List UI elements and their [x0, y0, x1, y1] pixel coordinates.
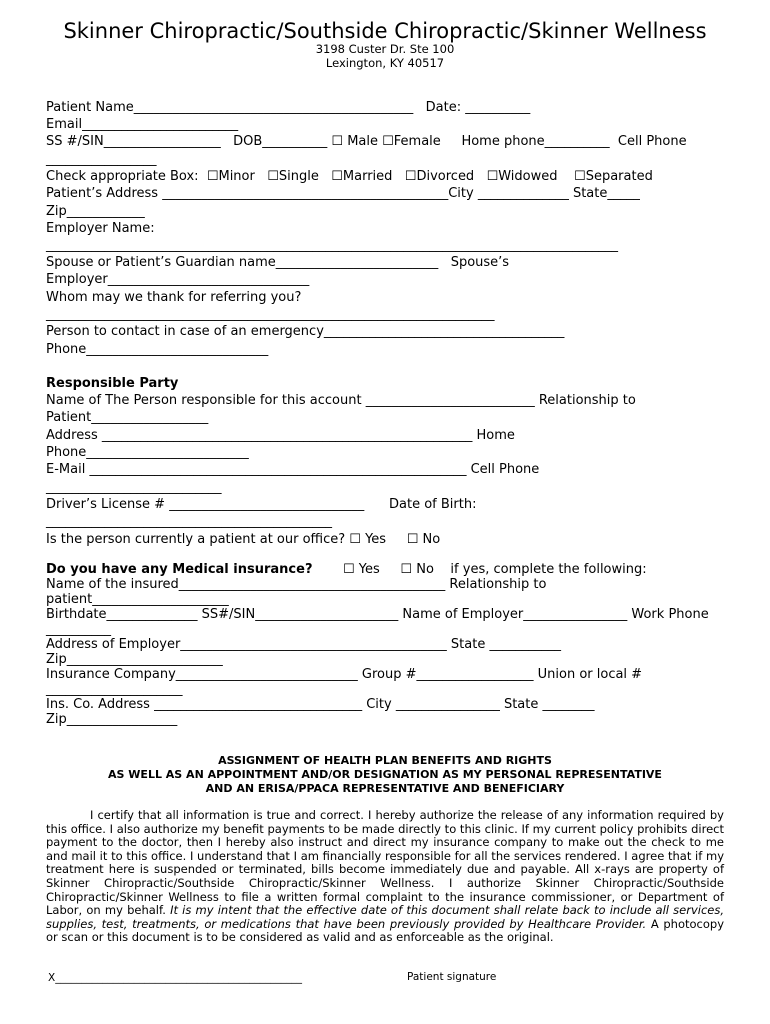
assignment-paragraph: [46, 809, 724, 945]
page-title: Skinner Chiropractic/Southside Chiropractic/Skinner Wellness: [63, 19, 707, 43]
employer-name-label: Employer Name:: [46, 221, 155, 236]
employer-name-field[interactable]: ________________________________________________________________________________________: [46, 238, 618, 253]
work-phone-field[interactable]: __________: [46, 622, 111, 637]
address-line-1: 3198 Custer Dr. Ste 100: [315, 42, 455, 56]
address-line-2: Lexington, KY 40517: [325, 56, 445, 70]
assignment-heading-2: AS WELL AS AN APPOINTMENT AND/OR DESIGNATION AS MY PERSONAL REPRESENTATIVE: [108, 768, 662, 781]
current-patient-question[interactable]: Is the person currently a patient at our office? ☐ Yes ☐ No: [46, 532, 441, 547]
assignment-paragraph-text: I certify that all information is true and correct. I hereby authorize the release of any information required by this office. I also authorize my benefit payments to be made directly to this clinic. If my current policy prohibits direct payment to the doctor, then I hereby also instruct and direct my insurance company to make out the check to me and mail it to this office. I understand that I am financially responsible for all the services rendered. I agree that if my treatment here is suspended or terminated, bills become immediately due and payable. All x-rays are property of Skinner Chiropractic/Southside Chiropractic/Skinner Wellness. I authorize Skinner Chiropractic/Southside Chiropractic/Skinner Wellness to file a written formal complaint to the insurance commissioner, or Department of Labor, on my behalf.: [46, 808, 724, 918]
emergency-phone-field[interactable]: Phone____________________________: [46, 342, 269, 357]
date-of-birth-blank[interactable]: ____________________________________________: [46, 514, 332, 529]
patient-name-date-field[interactable]: Patient Name___________________________________________ Date: __________: [46, 100, 531, 115]
referral-label: Whom may we thank for referring you?: [46, 290, 302, 305]
insurance-question: Do you have any Medical insurance?: [46, 562, 313, 577]
insured-name-field[interactable]: Name of the insured_________________________________________ Relationship to: [46, 577, 547, 592]
insured-relationship-field[interactable]: patient_____________________: [46, 592, 229, 607]
insured-birthdate-ssn-field[interactable]: Birthdate______________ SS#/SIN______________________ Name of Employer________________ Work Phone: [46, 607, 709, 622]
cell-phone-field[interactable]: _________________: [46, 152, 157, 167]
responsible-address-field[interactable]: Address _________________________________________________________ Home: [46, 428, 515, 443]
home-phone-field[interactable]: Phone_________________________: [46, 445, 249, 460]
responsible-person-field[interactable]: Name of The Person responsible for this account __________________________ Relationship to: [46, 393, 636, 408]
assignment-heading-1: ASSIGNMENT OF HEALTH PLAN BENEFITS AND RIGHTS: [218, 754, 552, 767]
responsible-party-heading: Responsible Party: [46, 376, 179, 391]
assignment-paragraph-italic: It is my intent that the effective date of this document shall relate back to include all services, supplies, test, treatments, or medications that have been previously provided by Healthcare Provider.: [46, 903, 725, 931]
employer-address-field[interactable]: Address of Employer_________________________________________ State ___________: [46, 637, 561, 652]
patient-address-field[interactable]: Patient’s Address ____________________________________________City ______________ State_____: [46, 186, 640, 201]
spouse-employer-field[interactable]: Employer_______________________________: [46, 272, 310, 287]
insurance-company-field[interactable]: Insurance Company____________________________ Group #__________________ Union or local #: [46, 667, 643, 682]
signature-label: Patient signature: [407, 971, 497, 983]
assignment-paragraph-end: A photocopy or scan or this document is to be considered as valid and as enforceable as the original.: [46, 916, 725, 945]
spouse-guardian-field[interactable]: Spouse or Patient’s Guardian name_________________________ Spouse’s: [46, 255, 510, 270]
union-local-field[interactable]: _____________________: [46, 682, 183, 697]
relationship-patient-field[interactable]: Patient__________________: [46, 410, 209, 425]
ssn-dob-sex-phone-field[interactable]: SS #/SIN__________________ DOB__________ ☐ Male ☐Female Home phone__________ Cell Phone: [46, 134, 687, 149]
email-field[interactable]: Email________________________: [46, 117, 239, 132]
signature-line[interactable]: X_______________________________________________: [48, 972, 302, 984]
assignment-heading-3: AND AN ERISA/PPACA REPRESENTATIVE AND BENEFICIARY: [205, 782, 565, 795]
insurance-yes-no-options[interactable]: ☐ Yes ☐ No if yes, complete the following:: [343, 562, 647, 577]
zip-field[interactable]: Zip____________: [46, 204, 145, 219]
emergency-contact-field[interactable]: Person to contact in case of an emergency_____________________________________: [46, 324, 565, 339]
employer-zip-field[interactable]: Zip________________________: [46, 652, 223, 667]
marital-status-checkboxes[interactable]: Check appropriate Box: ☐Minor ☐Single ☐Married ☐Divorced ☐Widowed ☐Separated: [46, 169, 653, 184]
email-cell-field[interactable]: E-Mail __________________________________________________________ Cell Phone: [46, 462, 540, 477]
cell-phone-blank[interactable]: ___________________________: [46, 480, 222, 495]
ins-co-address-field[interactable]: Ins. Co. Address ________________________________ City ________________ State ________: [46, 697, 595, 712]
referral-field[interactable]: _____________________________________________________________________: [46, 307, 495, 322]
ins-co-zip-field[interactable]: Zip_________________: [46, 712, 178, 727]
drivers-license-field[interactable]: Driver’s License # ______________________________ Date of Birth:: [46, 497, 477, 512]
